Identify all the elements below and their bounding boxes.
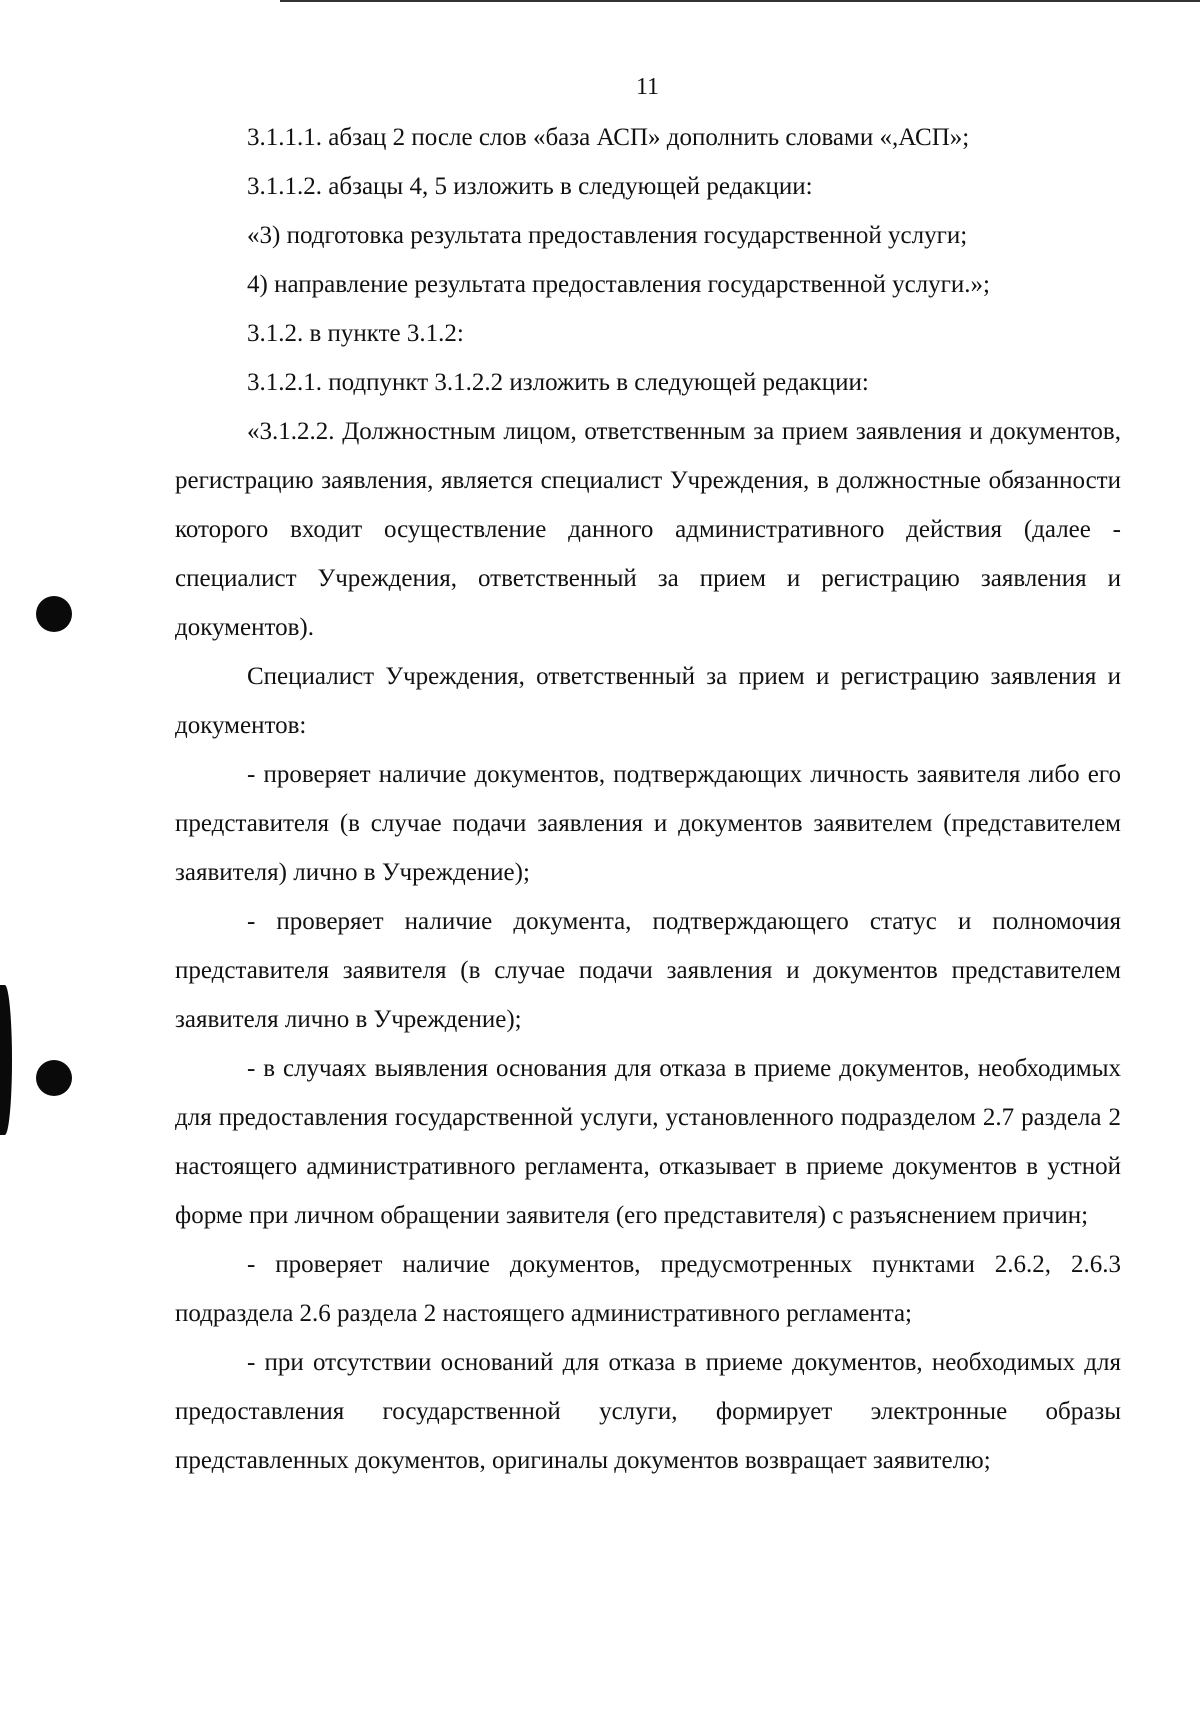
list-item-electronic-images: - при отсутствии оснований для отказа в приеме документов, необходимых для предоставления государственной услуги, формирует электронные образы представленных документов, оригиналы документов возвращает заявителю; <box>175 1349 1121 1474</box>
punch-hole-bottom <box>36 1060 72 1096</box>
item-3-1-2: 3.1.2. в пункте 3.1.2: <box>247 320 464 347</box>
binding-edge-mark <box>0 985 12 1135</box>
top-border-line <box>280 0 1200 2</box>
paragraph-3-1-2-2: «3.1.2.2. Должностным лицом, ответственным за прием заявления и документов, регистрацию заявления, является специалист Учреждения, в должностные обязанности которого входит осуществление данного административного действия (далее - специалист Учреждения, ответственный за прием и регистрацию заявления и документов). <box>175 418 1121 641</box>
item-3-1-2-1: 3.1.2.1. подпункт 3.1.2.2 изложить в следующей редакции: <box>247 369 869 396</box>
list-item-documents-check: - проверяет наличие документов, предусмотренных пунктами 2.6.2, 2.6.3 подраздела 2.6 раздела 2 настоящего административного регламента; <box>175 1251 1121 1327</box>
list-item-authority-check: - проверяет наличие документа, подтверждающего статус и полномочия представителя заявителя (в случае подачи заявления и документов представителем заявителя лично в Учреждение); <box>175 908 1121 1033</box>
item-3-1-1-1: 3.1.1.1. абзац 2 после слов «база АСП» дополнить словами «,АСП»; <box>247 124 970 151</box>
list-item-identity-check: - проверяет наличие документов, подтверждающих личность заявителя либо его представителя (в случае подачи заявления и документов заявителем (представителем заявителя) лично в Учреждение); <box>175 761 1121 886</box>
document-body <box>175 113 1121 1485</box>
page-number: 11 <box>635 74 660 100</box>
list-item-refusal: - в случаях выявления основания для отказа в приеме документов, необходимых для предоставления государственной услуги, установленного подразделом 2.7 раздела 2 настоящего административного регламента, отказывает в приеме документов в устной форме при личном обращении заявителя (его представителя) с разъяснением причин; <box>175 1055 1121 1229</box>
paragraph-specialist-intro: Специалист Учреждения, ответственный за прием и регистрацию заявления и документов: <box>175 663 1121 739</box>
quote-item-4: 4) направление результата предоставления государственной услуги.»; <box>247 271 990 298</box>
item-3-1-1-2: 3.1.1.2. абзацы 4, 5 изложить в следующей редакции: <box>247 173 813 200</box>
punch-hole-top <box>36 596 72 632</box>
quote-item-3: «3) подготовка результата предоставления государственной услуги; <box>247 222 968 249</box>
